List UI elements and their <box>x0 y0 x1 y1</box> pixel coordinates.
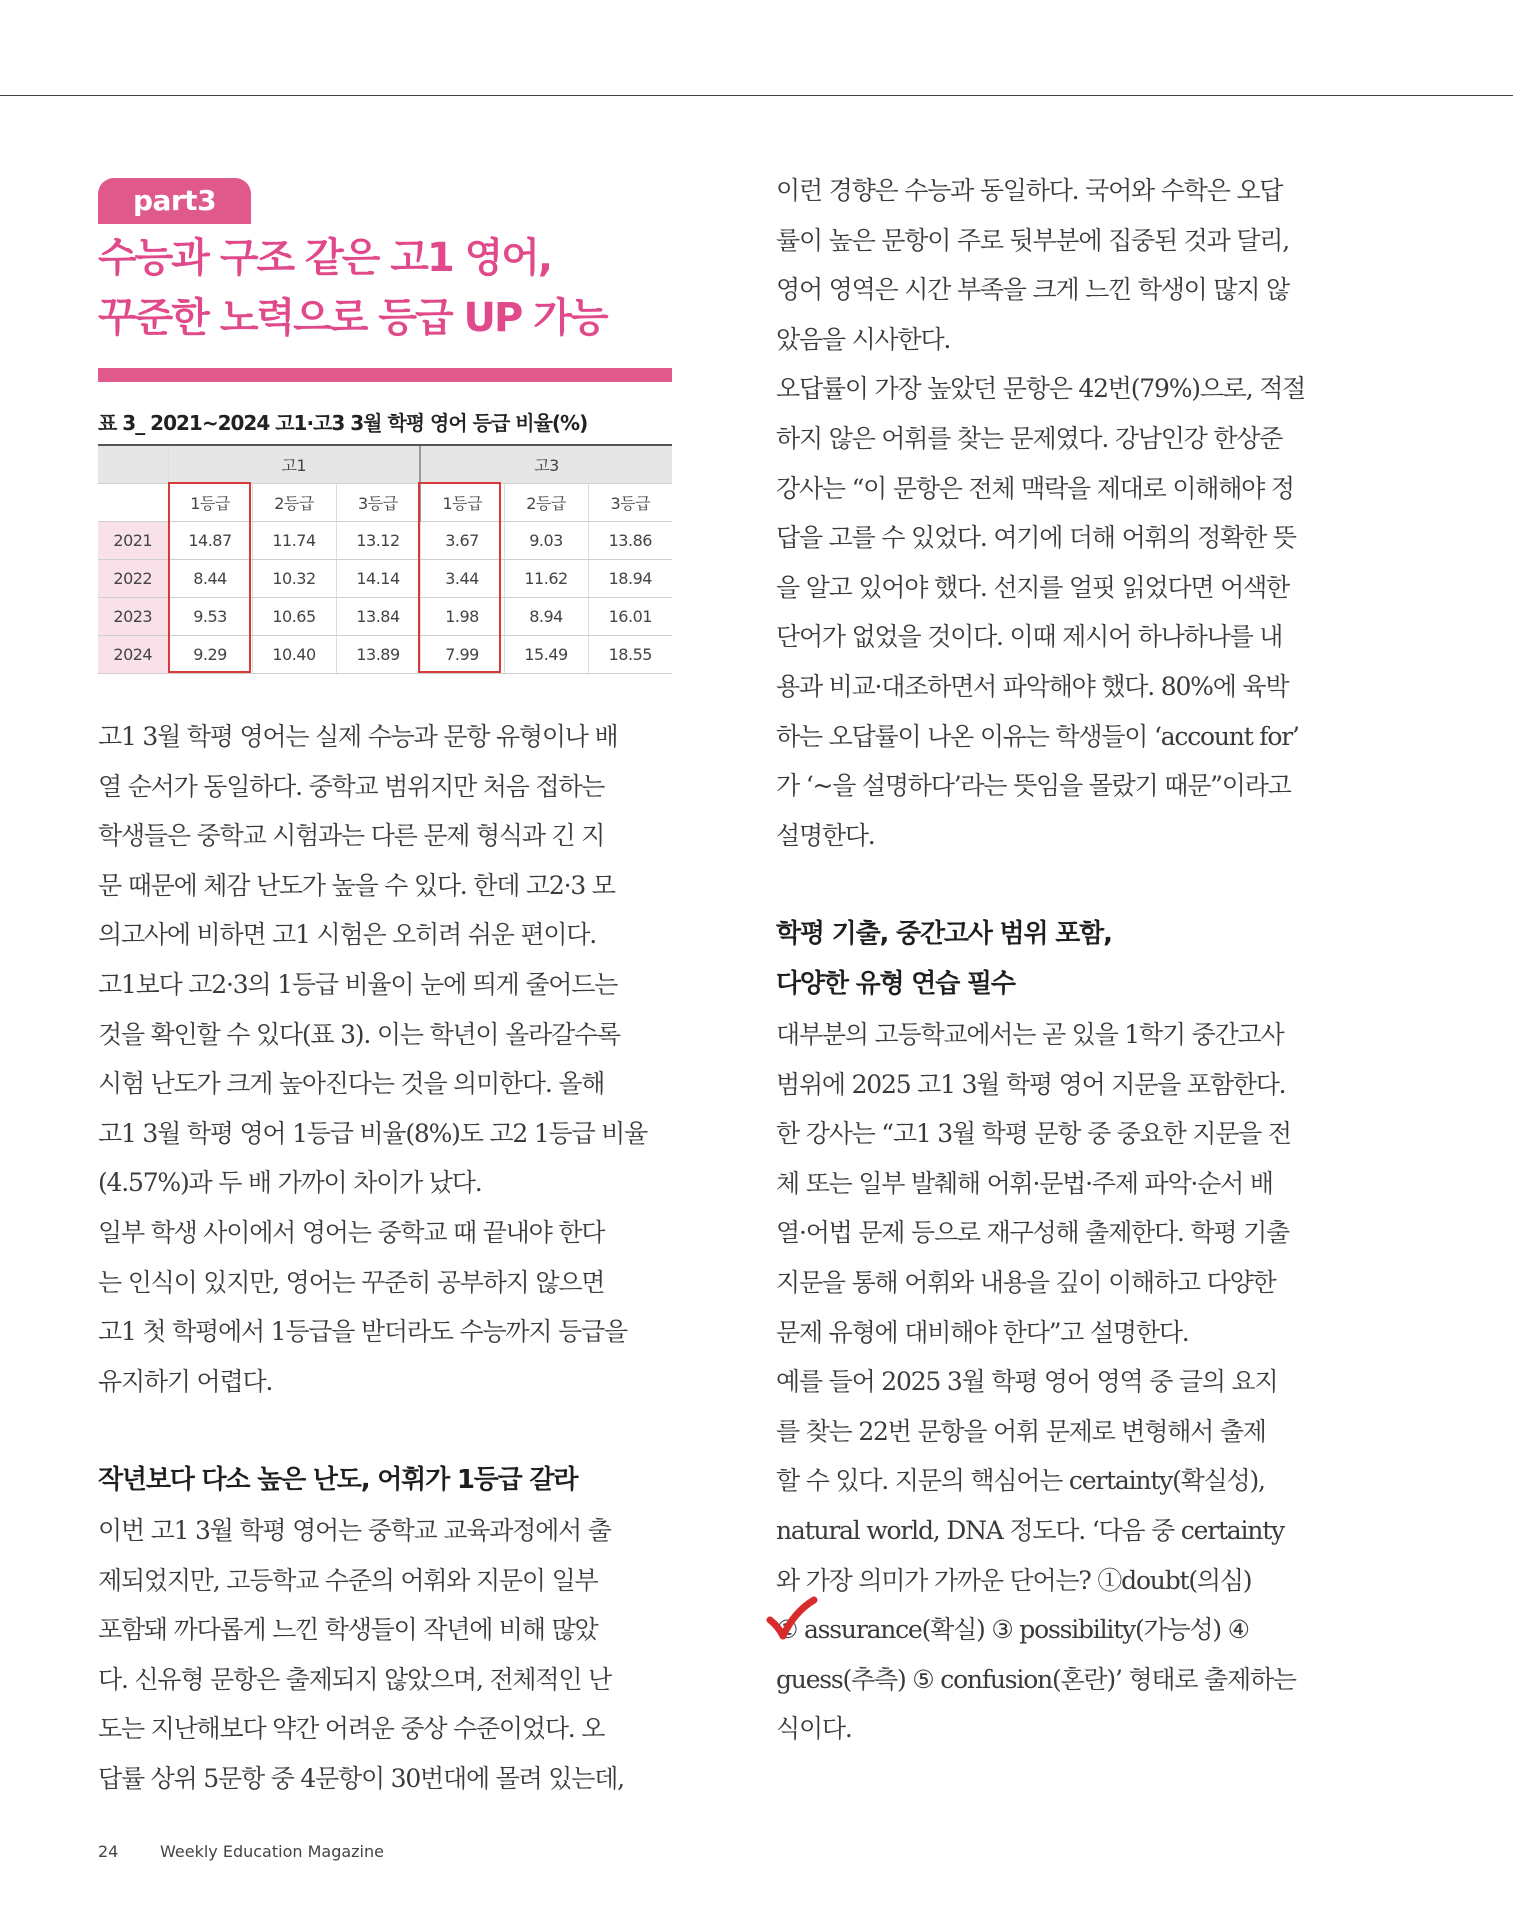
heading-line: 학평 기출, 중간고사 범위 포함, <box>776 919 1112 949</box>
text-line: ② assurance(확실) ③ possibility(가능성) ④ <box>776 1615 1249 1645</box>
magazine-name: Weekly Education Magazine <box>160 1842 384 1861</box>
text-line: 가 ‘~을 설명하다’라는 뜻임을 몰랐기 때문”이라고 <box>776 771 1291 801</box>
grade-header: 3등급 <box>336 484 420 522</box>
year-cell: 2024 <box>98 636 168 674</box>
text-line: 강사는 “이 문항은 전체 맥락을 제대로 이해해야 정 <box>776 473 1294 503</box>
text-line: 열·어법 문제 등으로 재구성해 출제한다. 학평 기출 <box>776 1218 1289 1248</box>
page-number: 24 <box>98 1842 119 1861</box>
text-line: 것을 확인할 수 있다(표 3). 이는 학년이 올라갈수록 <box>98 1019 620 1049</box>
text-line: 체 또는 일부 발췌해 어휘·문법·주제 파악·순서 배 <box>776 1168 1273 1198</box>
table-caption: 표 3_ 2021~2024 고1·고3 3월 학평 영어 등급 비율(%) <box>98 411 588 435</box>
text-line: 시험 난도가 크게 높아진다는 것을 의미한다. 올해 <box>98 1069 605 1099</box>
value-cell: 18.55 <box>588 636 672 674</box>
text-line: 답률 상위 5문항 중 4문항이 30번대에 몰려 있는데, <box>98 1763 624 1793</box>
value-cell: 15.49 <box>504 636 588 674</box>
value-cell: 3.44 <box>420 560 504 598</box>
text-line: 문 때문에 체감 난도가 높을 수 있다. 한데 고2·3 모 <box>98 870 615 900</box>
highlight-box-go1-grade1 <box>168 482 251 673</box>
value-cell: 7.99 <box>420 636 504 674</box>
heading-line: 다양한 유형 연습 필수 <box>776 968 1015 999</box>
highlight-box-go3-grade1 <box>418 482 501 673</box>
year-cell: 2023 <box>98 598 168 636</box>
value-cell: 11.74 <box>252 522 336 560</box>
text-line: 답을 고를 수 있었다. 여기에 더해 어휘의 정확한 뜻 <box>776 523 1296 553</box>
text-line: 을 알고 있어야 했다. 선지를 얼핏 읽었다면 어색한 <box>776 572 1289 602</box>
text-line: 단어가 없었을 것이다. 이때 제시어 하나하나를 내 <box>776 622 1283 652</box>
grade-header: 1등급 <box>420 484 504 522</box>
text-line: 고1보다 고2·3의 1등급 비율이 눈에 띄게 줄어드는 <box>98 969 618 999</box>
value-cell: 13.12 <box>336 522 420 560</box>
text-line: 이런 경향은 수능과 동일하다. 국어와 수학은 오답 <box>776 176 1283 205</box>
text-line: 문제 유형에 대비해야 한다”고 설명한다. <box>776 1317 1189 1347</box>
grade-header: 3등급 <box>588 484 672 522</box>
paragraph-midterm <box>776 1010 1352 1754</box>
value-cell: 9.03 <box>504 522 588 560</box>
text-line: 지문을 통해 어휘와 내용을 깊이 이해하고 다양한 <box>776 1267 1276 1297</box>
text-line: 률이 높은 문항이 주로 뒷부분에 집중된 것과 달리, <box>776 225 1289 255</box>
text-line: 이번 고1 3월 학평 영어는 중학교 교육과정에서 출 <box>98 1516 611 1545</box>
article-headline <box>98 228 678 348</box>
headline-line-1: 수능과 구조 같은 고1 영어, <box>98 235 552 281</box>
text-line: 학생들은 중학교 시험과는 다른 문제 형식과 긴 지 <box>98 821 605 851</box>
text-line: (4.57%)과 두 배 가까이 차이가 났다. <box>98 1168 482 1198</box>
text-line: 식이다. <box>776 1714 852 1744</box>
paragraph-trend <box>776 166 1352 860</box>
section-heading-difficulty <box>98 1456 577 1506</box>
value-cell: 3.67 <box>420 522 504 560</box>
value-cell: 11.62 <box>504 560 588 598</box>
paragraph-difficulty <box>98 1506 674 1804</box>
year-cell: 2022 <box>98 560 168 598</box>
value-cell: 8.94 <box>504 598 588 636</box>
text-line: 포함돼 까다롭게 느낀 학생들이 작년에 비해 많았 <box>98 1615 598 1645</box>
value-cell: 18.94 <box>588 560 672 598</box>
part-label: part3 <box>98 178 251 224</box>
text-line: 한 강사는 “고1 3월 학평 문항 중 중요한 지문을 전 <box>776 1119 1291 1149</box>
value-cell: 14.14 <box>336 560 420 598</box>
value-cell: 10.65 <box>252 598 336 636</box>
group-header-go3: 고3 <box>420 445 672 484</box>
value-cell: 16.01 <box>588 598 672 636</box>
top-rule <box>0 95 1513 96</box>
table-corner <box>98 484 168 522</box>
year-cell: 2021 <box>98 522 168 560</box>
headline-underline-bar <box>98 368 672 382</box>
grade-header: 2등급 <box>504 484 588 522</box>
text-line: 고1 첫 학평에서 1등급을 받더라도 수능까지 등급을 <box>98 1317 627 1347</box>
group-header-go1: 고1 <box>168 445 420 484</box>
text-line: 다. 신유형 문항은 출제되지 않았으며, 전체적인 난 <box>98 1664 611 1694</box>
headline-line-2: 꾸준한 노력으로 등급 UP 가능 <box>98 295 607 341</box>
text-line: 일부 학생 사이에서 영어는 중학교 때 끝내야 한다 <box>98 1217 605 1247</box>
text-line: 열 순서가 동일하다. 중학교 범위지만 처음 접하는 <box>98 771 605 801</box>
value-cell: 10.32 <box>252 560 336 598</box>
text-line: 대부분의 고등학교에서는 곧 있을 1학기 중간고사 <box>776 1020 1284 1049</box>
value-cell: 1.98 <box>420 598 504 636</box>
grade-header: 1등급 <box>168 484 252 522</box>
text-line: 하지 않은 어휘를 찾는 문제였다. 강남인강 한상준 <box>776 423 1283 453</box>
value-cell: 13.84 <box>336 598 420 636</box>
text-line: 의고사에 비하면 고1 시험은 오히려 쉬운 편이다. <box>98 920 596 950</box>
text-line: 예를 들어 2025 3월 학평 영어 영역 중 글의 요지 <box>776 1367 1278 1397</box>
text-line: 도는 지난해보다 약간 어려운 중상 수준이었다. 오 <box>98 1714 605 1744</box>
text-line: 고1 3월 학평 영어는 실제 수능과 문항 유형이나 배 <box>98 722 618 751</box>
value-cell: 13.89 <box>336 636 420 674</box>
value-cell: 14.87 <box>168 522 252 560</box>
section-heading-midterm <box>776 910 1112 1009</box>
heading-line: 작년보다 다소 높은 난도, 어휘가 1등급 갈라 <box>98 1465 578 1495</box>
text-line: 는 인식이 있지만, 영어는 꾸준히 공부하지 않으면 <box>98 1267 605 1297</box>
text-line: guess(추측) ⑤ confusion(혼란)’ 형태로 출제하는 <box>776 1664 1296 1694</box>
text-line: 고1 3월 학평 영어 1등급 비율(8%)도 고2 1등급 비율 <box>98 1118 648 1148</box>
grade-header: 2등급 <box>252 484 336 522</box>
text-line: 유지하기 어렵다. <box>98 1366 273 1396</box>
text-line: 오답률이 가장 높았던 문항은 42번(79%)으로, 적절 <box>776 374 1306 404</box>
text-line: 영어 영역은 시간 부족을 크게 느낀 학생이 많지 않 <box>776 275 1289 305</box>
text-line: 와 가장 의미가 가까운 단어는? ①doubt(의심) <box>776 1565 1252 1595</box>
text-line: 범위에 2025 고1 3월 학평 영어 지문을 포함한다. <box>776 1069 1286 1099</box>
paragraph-intro <box>98 712 674 1406</box>
value-cell: 9.29 <box>168 636 252 674</box>
text-line: 용과 비교·대조하면서 파악해야 했다. 80%에 육박 <box>776 671 1289 701</box>
value-cell: 10.40 <box>252 636 336 674</box>
value-cell: 13.86 <box>588 522 672 560</box>
text-line: 제되었지만, 고등학교 수준의 어휘와 지문이 일부 <box>98 1565 598 1595</box>
value-cell: 9.53 <box>168 598 252 636</box>
text-line: 았음을 시사한다. <box>776 324 951 354</box>
text-line: 할 수 있다. 지문의 핵심어는 certainty(확실성), <box>776 1466 1265 1496</box>
text-line: 하는 오답률이 나온 이유는 학생들이 ‘account for’ <box>776 721 1299 751</box>
text-line: natural world, DNA 정도다. ‘다음 중 certainty <box>776 1515 1284 1545</box>
text-line: 를 찾는 22번 문항을 어휘 문제로 변형해서 출제 <box>776 1416 1266 1446</box>
red-checkmark-icon <box>766 1596 818 1642</box>
table-corner <box>98 445 168 484</box>
value-cell: 8.44 <box>168 560 252 598</box>
text-line: 설명한다. <box>776 820 875 850</box>
